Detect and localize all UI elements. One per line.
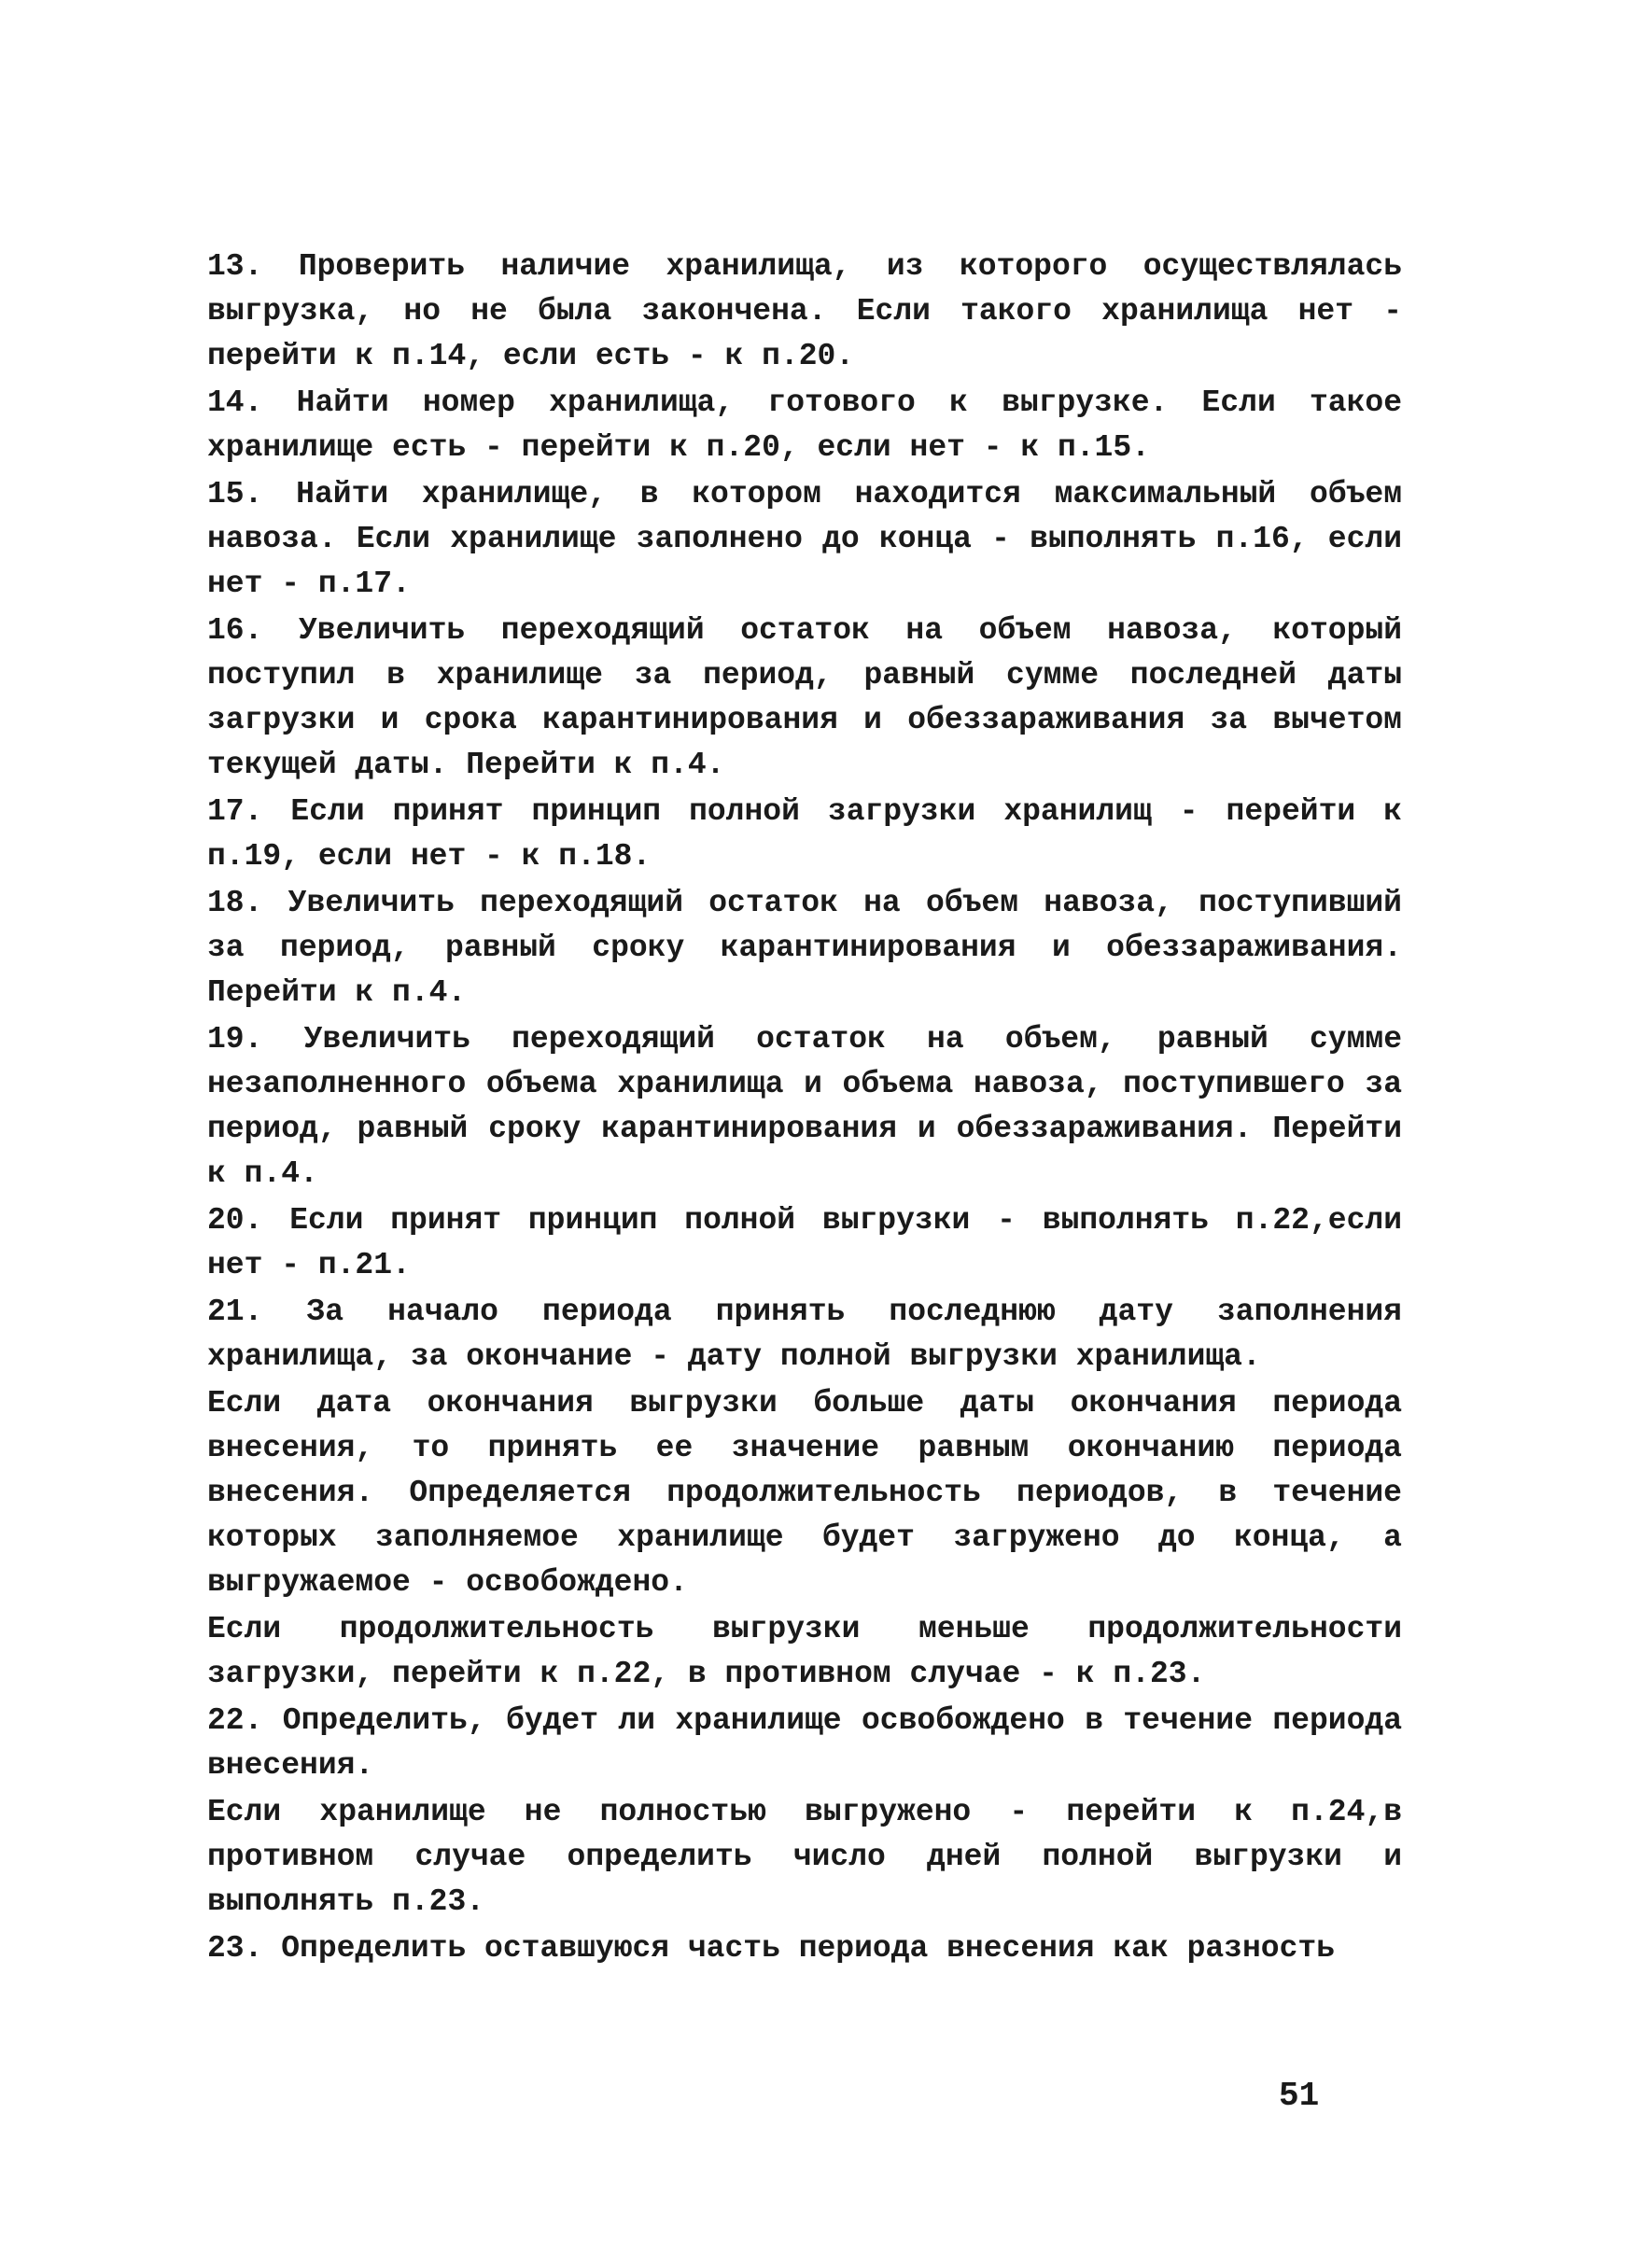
paragraph-15: 15. Найти хранилище, в котором находится максимальный объем навоза. Если хранилище заполнено до конца - выполнять п.16, если нет - п.17. [207, 477, 1402, 601]
paragraph-19: 19. Увеличить переходящий остаток на объем, равный сумме незаполненного объема хранилища и объема навоза, поступившего за период, равный сроку карантинирования и обеззараживания. Перейти к п.4. [207, 1022, 1402, 1191]
paragraph-23: 23. Определить оставшуюся часть периода внесения как разность [207, 1931, 1335, 1966]
text-body [207, 245, 1402, 1971]
paragraph-16: 16. Увеличить переходящий остаток на объем навоза, который поступил в хранилище за период, равный сумме последней даты загрузки и срока карантинирования и обеззараживания за вычетом текущей даты. Перейти к п.4. [207, 613, 1402, 782]
paragraph-22-cont: Если хранилище не полностью выгружено - перейти к п.24,в противном случае определить число дней полной выгрузки и выполнять п.23. [207, 1795, 1402, 1919]
paragraph-21-cont-b: Если продолжительность выгрузки меньше продолжительности загрузки, перейти к п.22, в противном случае - к п.23. [207, 1612, 1402, 1691]
paragraph-20: 20. Если принят принцип полной выгрузки - выполнять п.22,если нет - п.21. [207, 1203, 1402, 1282]
paragraph-13: 13. Проверить наличие хранилища, из которого осуществлялась выгрузка, но не была закончена. Если такого хранилища нет - перейти к п.14, если есть - к п.20. [207, 249, 1402, 373]
paragraph-21: 21. За начало периода принять последнюю дату заполнения хранилища, за окончание - дату полной выгрузки хранилища. [207, 1295, 1402, 1374]
paragraph-18: 18. Увеличить переходящий остаток на объем навоза, поступивший за период, равный сроку карантинирования и обеззараживания. Перейти к п.4. [207, 886, 1402, 1010]
page-number: 51 [1279, 2077, 1320, 2115]
paragraph-22: 22. Определить, будет ли хранилище освобождено в течение периода внесения. [207, 1703, 1402, 1783]
paragraph-21-cont-a: Если дата окончания выгрузки больше даты окончания периода внесения, то принять ее значение равным окончанию периода внесения. Определяется продолжительность периодов, в течение которых заполняемое хранилище будет загружено до конца, а выгружаемое - освобождено. [207, 1386, 1402, 1600]
paragraph-17: 17. Если принят принцип полной загрузки хранилищ - перейти к п.19, если нет - к п.18. [207, 794, 1402, 874]
paragraph-14: 14. Найти номер хранилища, готового к выгрузке. Если такое хранилище есть - перейти к п.20, если нет - к п.15. [207, 385, 1402, 465]
